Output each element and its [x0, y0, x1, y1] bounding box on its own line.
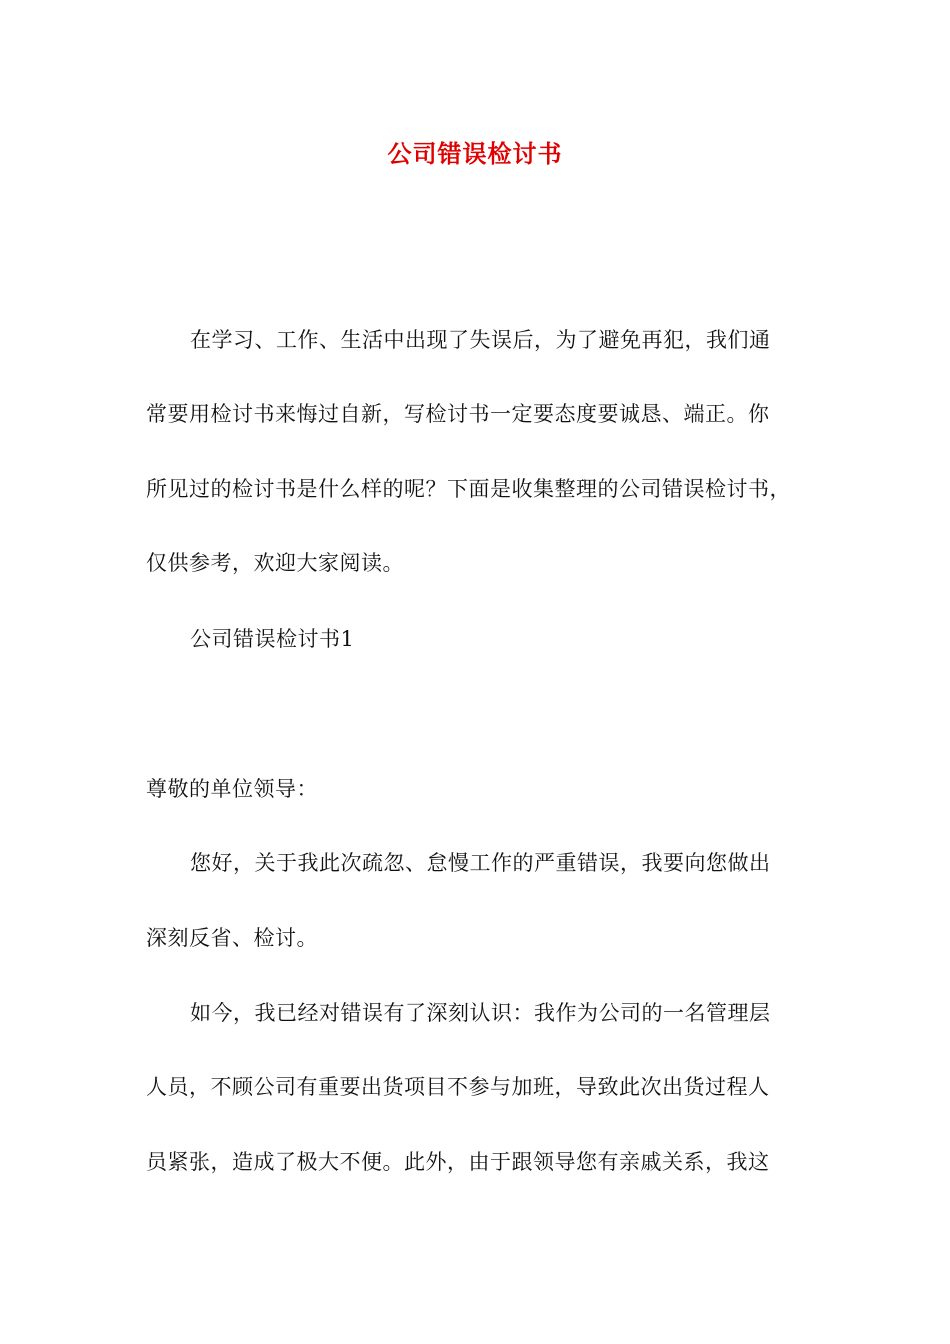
- paragraph-line: 如今，我已经对错误有了深刻认识：我作为公司的一名管理层: [190, 1001, 771, 1025]
- paragraph-line: 深刻反省、检讨。: [146, 926, 318, 950]
- paragraph-line: 在学习、工作、生活中出现了失误后，为了避免再犯，我们通: [190, 328, 771, 352]
- section-heading: 公司错误检讨书1: [190, 627, 355, 651]
- paragraph-line: 您好，关于我此次疏忽、怠慢工作的严重错误，我要向您做出: [190, 851, 771, 875]
- paragraph-line: 所见过的检讨书是什么样的呢？下面是收集整理的公司错误检讨书，: [146, 477, 791, 501]
- paragraph-line: 常要用检讨书来悔过自新，写检讨书一定要态度要诚恳、端正。你: [146, 402, 770, 426]
- salutation: 尊敬的单位领导：: [146, 777, 318, 801]
- paragraph-line: 员紧张，造成了极大不便。此外，由于跟领导您有亲戚关系，我这: [146, 1150, 770, 1174]
- paragraph-line: 人员，不顾公司有重要出货项目不参与加班，导致此次出货过程人: [146, 1075, 770, 1099]
- document-title: 公司错误检讨书: [387, 139, 563, 168]
- paragraph-line: 仅供参考，欢迎大家阅读。: [146, 551, 404, 575]
